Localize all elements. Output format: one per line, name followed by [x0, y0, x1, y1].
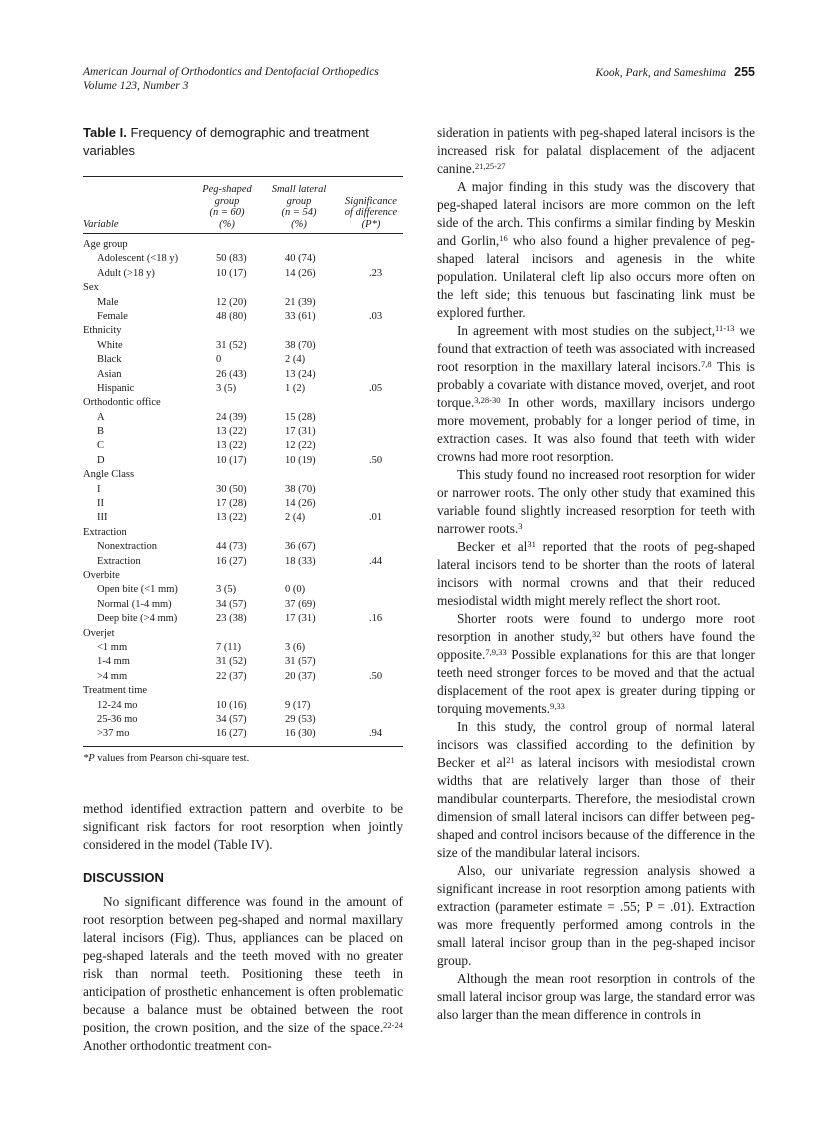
- table-group-row: [83, 324, 403, 338]
- row-label: Asian: [97, 368, 122, 380]
- table-row: [83, 339, 403, 353]
- small-lateral-value: 36 (67): [285, 541, 316, 553]
- section-heading-discussion: DISCUSSION: [83, 869, 164, 885]
- table-label: Table I.: [83, 125, 127, 140]
- row-label: Open bite (<1 mm): [97, 584, 178, 596]
- small-lateral-value: 38 (70): [285, 483, 316, 495]
- small-lateral-value: 9 (17): [285, 699, 311, 711]
- row-label: Overbite: [83, 569, 120, 581]
- table-row: [83, 670, 403, 684]
- row-label: Sex: [83, 282, 99, 294]
- paragraph-discussion-1: [83, 893, 403, 1055]
- peg-shaped-value: 17 (28): [216, 498, 247, 510]
- row-label: 12-24 mo: [97, 699, 138, 711]
- row-label: Ethnicity: [83, 325, 122, 337]
- citation: 9,33: [550, 701, 565, 711]
- table-row: [83, 454, 403, 468]
- small-lateral-value: 12 (22): [285, 440, 316, 452]
- col-header-small-line4: (%): [291, 218, 307, 230]
- col-header-small-line1: Small lateral: [271, 184, 327, 195]
- col-header-peg-line4: (%): [219, 218, 235, 230]
- small-lateral-value: 33 (61): [285, 310, 316, 322]
- significance-value: .50: [369, 670, 383, 682]
- small-lateral-value: 1 (2): [285, 382, 306, 394]
- peg-shaped-value: 13 (22): [216, 426, 247, 438]
- table-group-row: [83, 281, 403, 295]
- row-label: C: [97, 440, 105, 452]
- row-label: Orthodontic office: [83, 397, 161, 409]
- table-row: [83, 727, 403, 741]
- table-row: [83, 368, 403, 382]
- citation: 32: [592, 629, 601, 639]
- table-row: [83, 699, 403, 713]
- paragraph-text: In agreement with most studies on the subject,: [457, 323, 716, 338]
- peg-shaped-value: 26 (43): [216, 368, 247, 380]
- author-page: [596, 65, 756, 80]
- peg-shaped-value: 31 (52): [216, 656, 247, 668]
- table-row: [83, 641, 403, 655]
- table-row: [83, 382, 403, 396]
- table-row: [83, 310, 403, 324]
- peg-shaped-value: 13 (22): [216, 440, 247, 452]
- paragraph-methods-end: method identified extraction pattern and overbite to be significant risk factors for root resorption when jointly considered in the model (Table IV).: [83, 800, 403, 852]
- table-row: [83, 296, 403, 310]
- peg-shaped-value: 31 (52): [216, 339, 247, 351]
- page-number: 255: [734, 65, 755, 79]
- paragraph-text: A major finding in this study was the discovery that peg-shaped lateral incisors are more common on the left side of the arch. This confirms a similar finding by Meskin and Gorlin,: [437, 179, 755, 248]
- paragraph-text: Although the mean root resorption in controls of the small lateral incisor group was large, the standard error was also larger than the mean difference in controls in: [437, 971, 755, 1022]
- peg-shaped-value: 44 (73): [216, 541, 247, 553]
- small-lateral-value: 21 (39): [285, 296, 316, 308]
- row-label: Black: [97, 354, 122, 366]
- table-row: [83, 540, 403, 554]
- col-header-variable: Variable: [83, 218, 119, 230]
- discussion-1-tail: Another orthodontic treatment con-: [83, 1037, 272, 1053]
- row-label: <1 mm: [97, 641, 128, 653]
- small-lateral-value: 2 (4): [285, 354, 306, 366]
- table-group-row: [83, 569, 403, 583]
- significance-value: .01: [369, 512, 383, 524]
- table-row: [83, 353, 403, 367]
- peg-shaped-value: 30 (50): [216, 483, 247, 495]
- peg-shaped-value: 0: [216, 354, 222, 366]
- small-lateral-value: 2 (4): [285, 512, 306, 524]
- paragraph: [437, 124, 755, 178]
- peg-shaped-value: 10 (17): [216, 267, 247, 279]
- paragraph: [437, 970, 755, 1024]
- table-row: [83, 425, 403, 439]
- table-row: [83, 555, 403, 569]
- col-header-peg-line2: group: [214, 195, 240, 207]
- table-row: [83, 511, 403, 525]
- table-row: [83, 655, 403, 669]
- citation: 22-24: [383, 1019, 403, 1030]
- citation: 3,28-30: [474, 395, 501, 405]
- citation: 11-13: [715, 323, 735, 333]
- significance-value: .23: [369, 267, 383, 279]
- table-group-row: [83, 238, 403, 252]
- small-lateral-value: 15 (28): [285, 411, 316, 423]
- peg-shaped-value: 3 (5): [216, 584, 237, 596]
- table-caption: [83, 124, 403, 160]
- running-authors: Kook, Park, and Sameshima: [595, 67, 727, 79]
- table-group-row: [83, 468, 403, 482]
- row-label: Adult (>18 y): [97, 267, 155, 279]
- table-title: Frequency of demographic and treatment variables: [83, 125, 369, 158]
- row-label: Female: [97, 310, 128, 322]
- paragraph-text: This is probably a covariate with distance moved, overjet, and root torque.: [437, 359, 755, 410]
- small-lateral-value: 17 (31): [285, 613, 316, 625]
- paragraph-text: sideration in patients with peg-shaped lateral incisors is the increased risk for palatal displacement of the adjacent canine.: [437, 125, 755, 176]
- table-footnote: [83, 753, 403, 764]
- col-header-peg-line3: (n = 60): [209, 207, 245, 218]
- peg-shaped-value: 3 (5): [216, 382, 237, 394]
- left-column: [83, 124, 403, 1055]
- paragraph-text: reported that the roots of peg-shaped lateral incisors tend to be shorter than the roots of lateral incisors with normal crowns and that their reduced mesiodistal width might merely reflect the short root.: [437, 539, 755, 608]
- table-body: [83, 234, 403, 746]
- row-label: B: [97, 426, 105, 438]
- peg-shaped-value: 24 (39): [216, 411, 247, 423]
- small-lateral-value: 3 (6): [285, 641, 306, 653]
- row-label: >4 mm: [97, 670, 128, 682]
- peg-shaped-value: 16 (27): [216, 728, 247, 740]
- significance-value: .94: [369, 728, 383, 740]
- row-label: D: [97, 454, 105, 466]
- paragraph-text: Possible explanations for this are that longer teeth need stronger forces to be moved and that the actual displacement of the root apex is greater during tipping or torquing movements.: [437, 647, 755, 716]
- table-row: [83, 439, 403, 453]
- small-lateral-value: 38 (70): [285, 339, 316, 351]
- paragraph-text: In other words, maxillary incisors undergo more movement, probably for a longer period of time, in extraction cases. It was also found that teeth with wider crowns had more root resorption.: [437, 395, 755, 464]
- col-header-small-line2: group: [286, 195, 312, 207]
- paragraph-text: who also found a higher prevalence of peg-shaped lateral incisors and agenesis in the white population. Unilateral cleft lip also occurs more often on the left side; this tenuous but fascinating link must be explored further.: [437, 233, 755, 320]
- table-row: [83, 252, 403, 266]
- table-row: [83, 612, 403, 626]
- discussion-1-text: No significant difference was found in the amount of root resorption between peg-shaped and normal maxillary lateral incisors (Fig). Thus, appliances can be placed on peg-shaped laterals and the teeth moved with no greater risk than normal teeth. Positioning these teeth in anticipation of prosthetic enhancement is often problematic because a balance must be obtained between the root position, the crown position, and the size of the space.: [83, 893, 403, 1035]
- small-lateral-value: 18 (33): [285, 555, 316, 567]
- row-label: Nonextraction: [97, 541, 158, 553]
- row-label: Age group: [83, 239, 128, 250]
- row-label: 25-36 mo: [97, 713, 138, 725]
- small-lateral-value: 16 (30): [285, 728, 316, 740]
- table-group-row: [83, 526, 403, 540]
- table-bottom-rule: [83, 746, 403, 747]
- citation: 7,8: [701, 359, 712, 369]
- journal-info: [83, 65, 379, 93]
- paragraph-text: In this study, the control group of normal lateral incisors was classified according to the definition by Becker et al: [437, 719, 755, 770]
- table-row: [83, 483, 403, 497]
- table-row: [83, 598, 403, 612]
- peg-shaped-value: 34 (57): [216, 598, 247, 610]
- row-label: White: [97, 339, 123, 351]
- peg-shaped-value: 16 (27): [216, 555, 247, 567]
- paragraph-text: Shorter roots were found to undergo more root resorption in another study,: [437, 611, 755, 644]
- paragraph: [437, 610, 755, 718]
- table-group-row: [83, 684, 403, 698]
- peg-shaped-value: 7 (11): [216, 641, 241, 653]
- row-label: >37 mo: [97, 728, 130, 740]
- citation: 16: [499, 233, 508, 243]
- paragraph: [437, 322, 755, 466]
- row-label: Angle Class: [83, 469, 135, 481]
- peg-shaped-value: 34 (57): [216, 713, 247, 725]
- peg-shaped-value: 50 (83): [216, 253, 247, 265]
- peg-shaped-value: 48 (80): [216, 310, 247, 322]
- peg-shaped-value: 10 (17): [216, 454, 247, 466]
- paragraph-text: as lateral incisors with mesiodistal crown widths that are relatively larger than those of their mandibular counterparts. Therefore, the mesiodistal crown dimension of small lateral incisors can differ between peg-shaped and control incisors because of the difference in the size of the mandibular lateral incisors.: [437, 755, 755, 860]
- table-row: [83, 411, 403, 425]
- citation: 21: [506, 755, 515, 765]
- citation: 21,25-27: [475, 161, 506, 171]
- small-lateral-value: 29 (53): [285, 713, 316, 725]
- peg-shaped-value: 22 (37): [216, 670, 247, 682]
- peg-shaped-value: 10 (16): [216, 699, 247, 711]
- row-label: Normal (1-4 mm): [97, 598, 172, 610]
- journal-volume: Volume 123, Number 3: [83, 80, 189, 92]
- small-lateral-value: 14 (26): [285, 498, 316, 510]
- table-row: [83, 713, 403, 727]
- peg-shaped-value: 23 (38): [216, 613, 247, 625]
- row-label: 1-4 mm: [97, 656, 130, 668]
- col-header-small: [269, 184, 329, 230]
- table-header: [83, 177, 403, 233]
- row-label: I: [97, 483, 101, 495]
- table-group-row: [83, 396, 403, 410]
- citation: 3: [518, 521, 523, 531]
- row-label: III: [97, 512, 108, 524]
- row-label: Hispanic: [97, 382, 135, 394]
- small-lateral-value: 31 (57): [285, 656, 316, 668]
- small-lateral-value: 0 (0): [285, 584, 306, 596]
- significance-value: .50: [369, 454, 383, 466]
- significance-value: .44: [369, 555, 383, 567]
- col-header-sig-line2: of difference: [344, 207, 398, 218]
- peg-shaped-value: 13 (22): [216, 512, 247, 524]
- table-row: [83, 497, 403, 511]
- table-row: [83, 583, 403, 597]
- paragraph: [437, 538, 755, 610]
- small-lateral-value: 17 (31): [285, 426, 316, 438]
- significance-value: .16: [369, 613, 383, 625]
- paragraph: [437, 718, 755, 862]
- journal-name: American Journal of Orthodontics and Dentofacial Orthopedics: [83, 66, 379, 78]
- citation: 31: [527, 539, 536, 549]
- row-label: Overjet: [83, 627, 115, 639]
- row-label: Deep bite (>4 mm): [97, 613, 178, 625]
- citation: 7,9,33: [485, 647, 507, 657]
- small-lateral-value: 13 (24): [285, 368, 316, 380]
- row-label: II: [97, 498, 104, 510]
- col-header-sig-line3: (P*): [361, 218, 381, 230]
- paragraph-text: Also, our univariate regression analysis showed a significant increase in root resorption among patients with extraction (parameter estimate = .55; P = .01). Extraction was more frequently performed among controls in the small lateral incisor group than in the peg-shaped incisor group.: [437, 863, 755, 968]
- col-header-sig-line1: Significance: [345, 195, 397, 207]
- row-label: Male: [97, 296, 119, 308]
- significance-value: .03: [369, 310, 383, 322]
- significance-value: .05: [369, 382, 383, 394]
- row-label: Adolescent (<18 y): [97, 253, 179, 265]
- paragraph-text: This study found no increased root resorption for wider or narrower roots. The only other study that examined this variable found slightly increased resorption for teeth with narrower roots.: [437, 467, 755, 536]
- row-label: Extraction: [83, 526, 127, 538]
- row-label: Treatment time: [83, 685, 148, 697]
- paragraph: [437, 178, 755, 322]
- col-header-significance: [338, 196, 404, 231]
- paragraph: [437, 862, 755, 970]
- peg-shaped-value: 12 (20): [216, 296, 247, 308]
- small-lateral-value: 20 (37): [285, 670, 316, 682]
- row-label: A: [97, 411, 105, 423]
- col-header-peg: [199, 184, 255, 230]
- running-header: [83, 65, 755, 95]
- small-lateral-value: 40 (74): [285, 253, 316, 265]
- row-label: Extraction: [97, 555, 141, 567]
- paragraph-text: Becker et al: [457, 539, 528, 554]
- small-lateral-value: 14 (26): [285, 267, 316, 279]
- footnote-symbol: *P: [83, 752, 95, 764]
- paragraph-text: but others have found the opposite.: [437, 629, 755, 662]
- table-group-row: [83, 627, 403, 641]
- col-header-peg-line1: Peg-shaped: [202, 184, 252, 195]
- paragraph: [437, 466, 755, 538]
- small-lateral-value: 37 (69): [285, 598, 316, 610]
- footnote-text: values from Pearson chi-square test.: [97, 752, 250, 764]
- col-header-small-line3: (n = 54): [281, 207, 317, 218]
- paragraph-text: we found that extraction of teeth was associated with increased root resorption in the maxillary lateral incisors.: [437, 323, 755, 374]
- table-row: [83, 267, 403, 281]
- right-column: [437, 124, 755, 1024]
- small-lateral-value: 10 (19): [285, 454, 316, 466]
